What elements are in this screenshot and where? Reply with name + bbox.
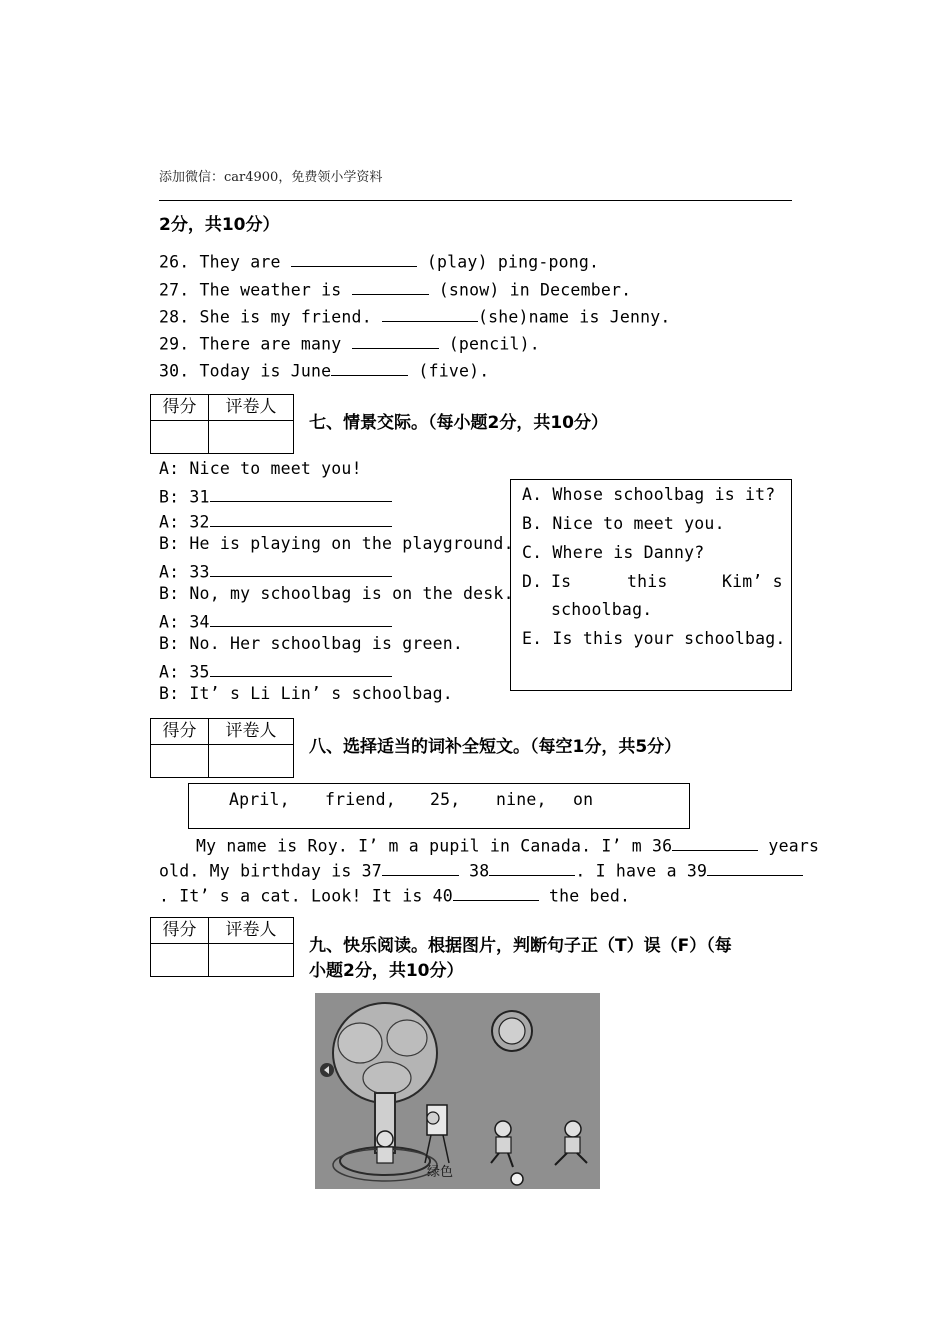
answer-blank-37[interactable]	[382, 858, 459, 876]
score-label: 得分	[151, 719, 209, 745]
word-bank-item: friend,	[325, 790, 396, 809]
section9-title-line1: 九、快乐阅读。根据图片，判断句子正（T）误（F）（每	[309, 936, 732, 956]
option-d-word2: this	[627, 572, 668, 591]
score-cell[interactable]	[151, 421, 209, 453]
answer-blank-38[interactable]	[489, 858, 575, 876]
answer-blank-36[interactable]	[672, 833, 758, 851]
word-bank-item: nine,	[496, 790, 547, 809]
question-29: 29. There are many (pencil).	[159, 331, 540, 353]
header-note: 添加微信：car4900，免费领小学资料	[159, 170, 383, 185]
question-26: 26. They are (play) ping-pong.	[159, 249, 599, 271]
park-scene-illustration	[315, 993, 600, 1189]
answer-blank-30[interactable]	[331, 358, 408, 376]
dialogue-line: A: 32	[159, 509, 392, 531]
dialogue-line: B: No. Her schoolbag is green.	[159, 634, 464, 653]
score-label: 得分	[151, 918, 209, 944]
passage-line-1: My name is Roy. I’ m a pupil in Canada. I’ m 36 years	[196, 833, 819, 855]
grader-cell[interactable]	[209, 944, 293, 976]
option-a: A. Whose schoolbag is it?	[522, 485, 776, 504]
dialogue-line: A: 33	[159, 559, 392, 581]
grader-cell[interactable]	[209, 745, 293, 777]
grader-label: 评卷人	[209, 719, 293, 745]
option-d-letter: D.	[522, 572, 543, 591]
section9-title-line2: 小题2分，共10分）	[309, 961, 464, 981]
option-c: C. Where is Danny?	[522, 543, 705, 562]
score-box-section9	[150, 917, 294, 977]
question-30: 30. Today is June (five).	[159, 358, 489, 380]
answer-blank-33[interactable]	[210, 559, 392, 577]
passage-line-2: old. My birthday is 37 38 . I have a 39	[159, 858, 803, 880]
option-d-line2: schoolbag.	[551, 600, 653, 619]
question-28: 28. She is my friend. (she)name is Jenny.	[159, 304, 671, 326]
dialogue-line: B: 31	[159, 484, 392, 506]
answer-blank-32[interactable]	[210, 509, 392, 527]
answer-blank-34[interactable]	[210, 609, 392, 627]
answer-blank-40[interactable]	[453, 883, 539, 901]
option-d-word1: Is	[551, 572, 572, 591]
word-bank-item: April,	[229, 790, 290, 809]
score-cell[interactable]	[151, 944, 209, 976]
section7-title: 七、情景交际。（每小题2分，共10分）	[309, 413, 608, 433]
question-27: 27. The weather is (snow) in December.	[159, 277, 631, 299]
score-box-section8	[150, 718, 294, 778]
dialogue-line: A: 35	[159, 659, 392, 681]
passage-line-3: . It’ s a cat. Look! It is 40 the bed.	[159, 883, 630, 905]
answer-blank-26[interactable]	[291, 249, 417, 267]
grader-cell[interactable]	[209, 421, 293, 453]
picture-label: 绿色	[427, 1165, 454, 1180]
answer-blank-35[interactable]	[210, 659, 392, 677]
section8-title: 八、选择适当的词补全短文。（每空1分，共5分）	[309, 737, 682, 757]
option-b: B. Nice to meet you.	[522, 514, 725, 533]
word-bank-item: on	[573, 790, 594, 809]
option-d-word3: Kim’ s	[722, 572, 783, 591]
dialogue-line: B: He is playing on the playground.	[159, 534, 514, 553]
section6-tail: 2分，共10分）	[159, 215, 280, 235]
reading-picture	[315, 993, 600, 1189]
dialogue-line: A: Nice to meet you!	[159, 459, 362, 478]
dialogue-line: B: It’ s Li Lin’ s schoolbag.	[159, 684, 453, 703]
dialogue-line: A: 34	[159, 609, 392, 631]
option-e: E. Is this your schoolbag.	[522, 629, 786, 648]
score-box-section7	[150, 394, 294, 454]
word-bank-item: 25,	[430, 790, 461, 809]
score-label: 得分	[151, 395, 209, 421]
answer-blank-27[interactable]	[352, 277, 429, 295]
answer-blank-31[interactable]	[210, 484, 392, 502]
answer-blank-29[interactable]	[352, 331, 439, 349]
grader-label: 评卷人	[209, 918, 293, 944]
answer-blank-28[interactable]	[382, 304, 478, 322]
score-cell[interactable]	[151, 745, 209, 777]
dialogue-line: B: No, my schoolbag is on the desk.	[159, 584, 514, 603]
answer-blank-39[interactable]	[707, 858, 803, 876]
header-rule	[159, 200, 792, 201]
grader-label: 评卷人	[209, 395, 293, 421]
